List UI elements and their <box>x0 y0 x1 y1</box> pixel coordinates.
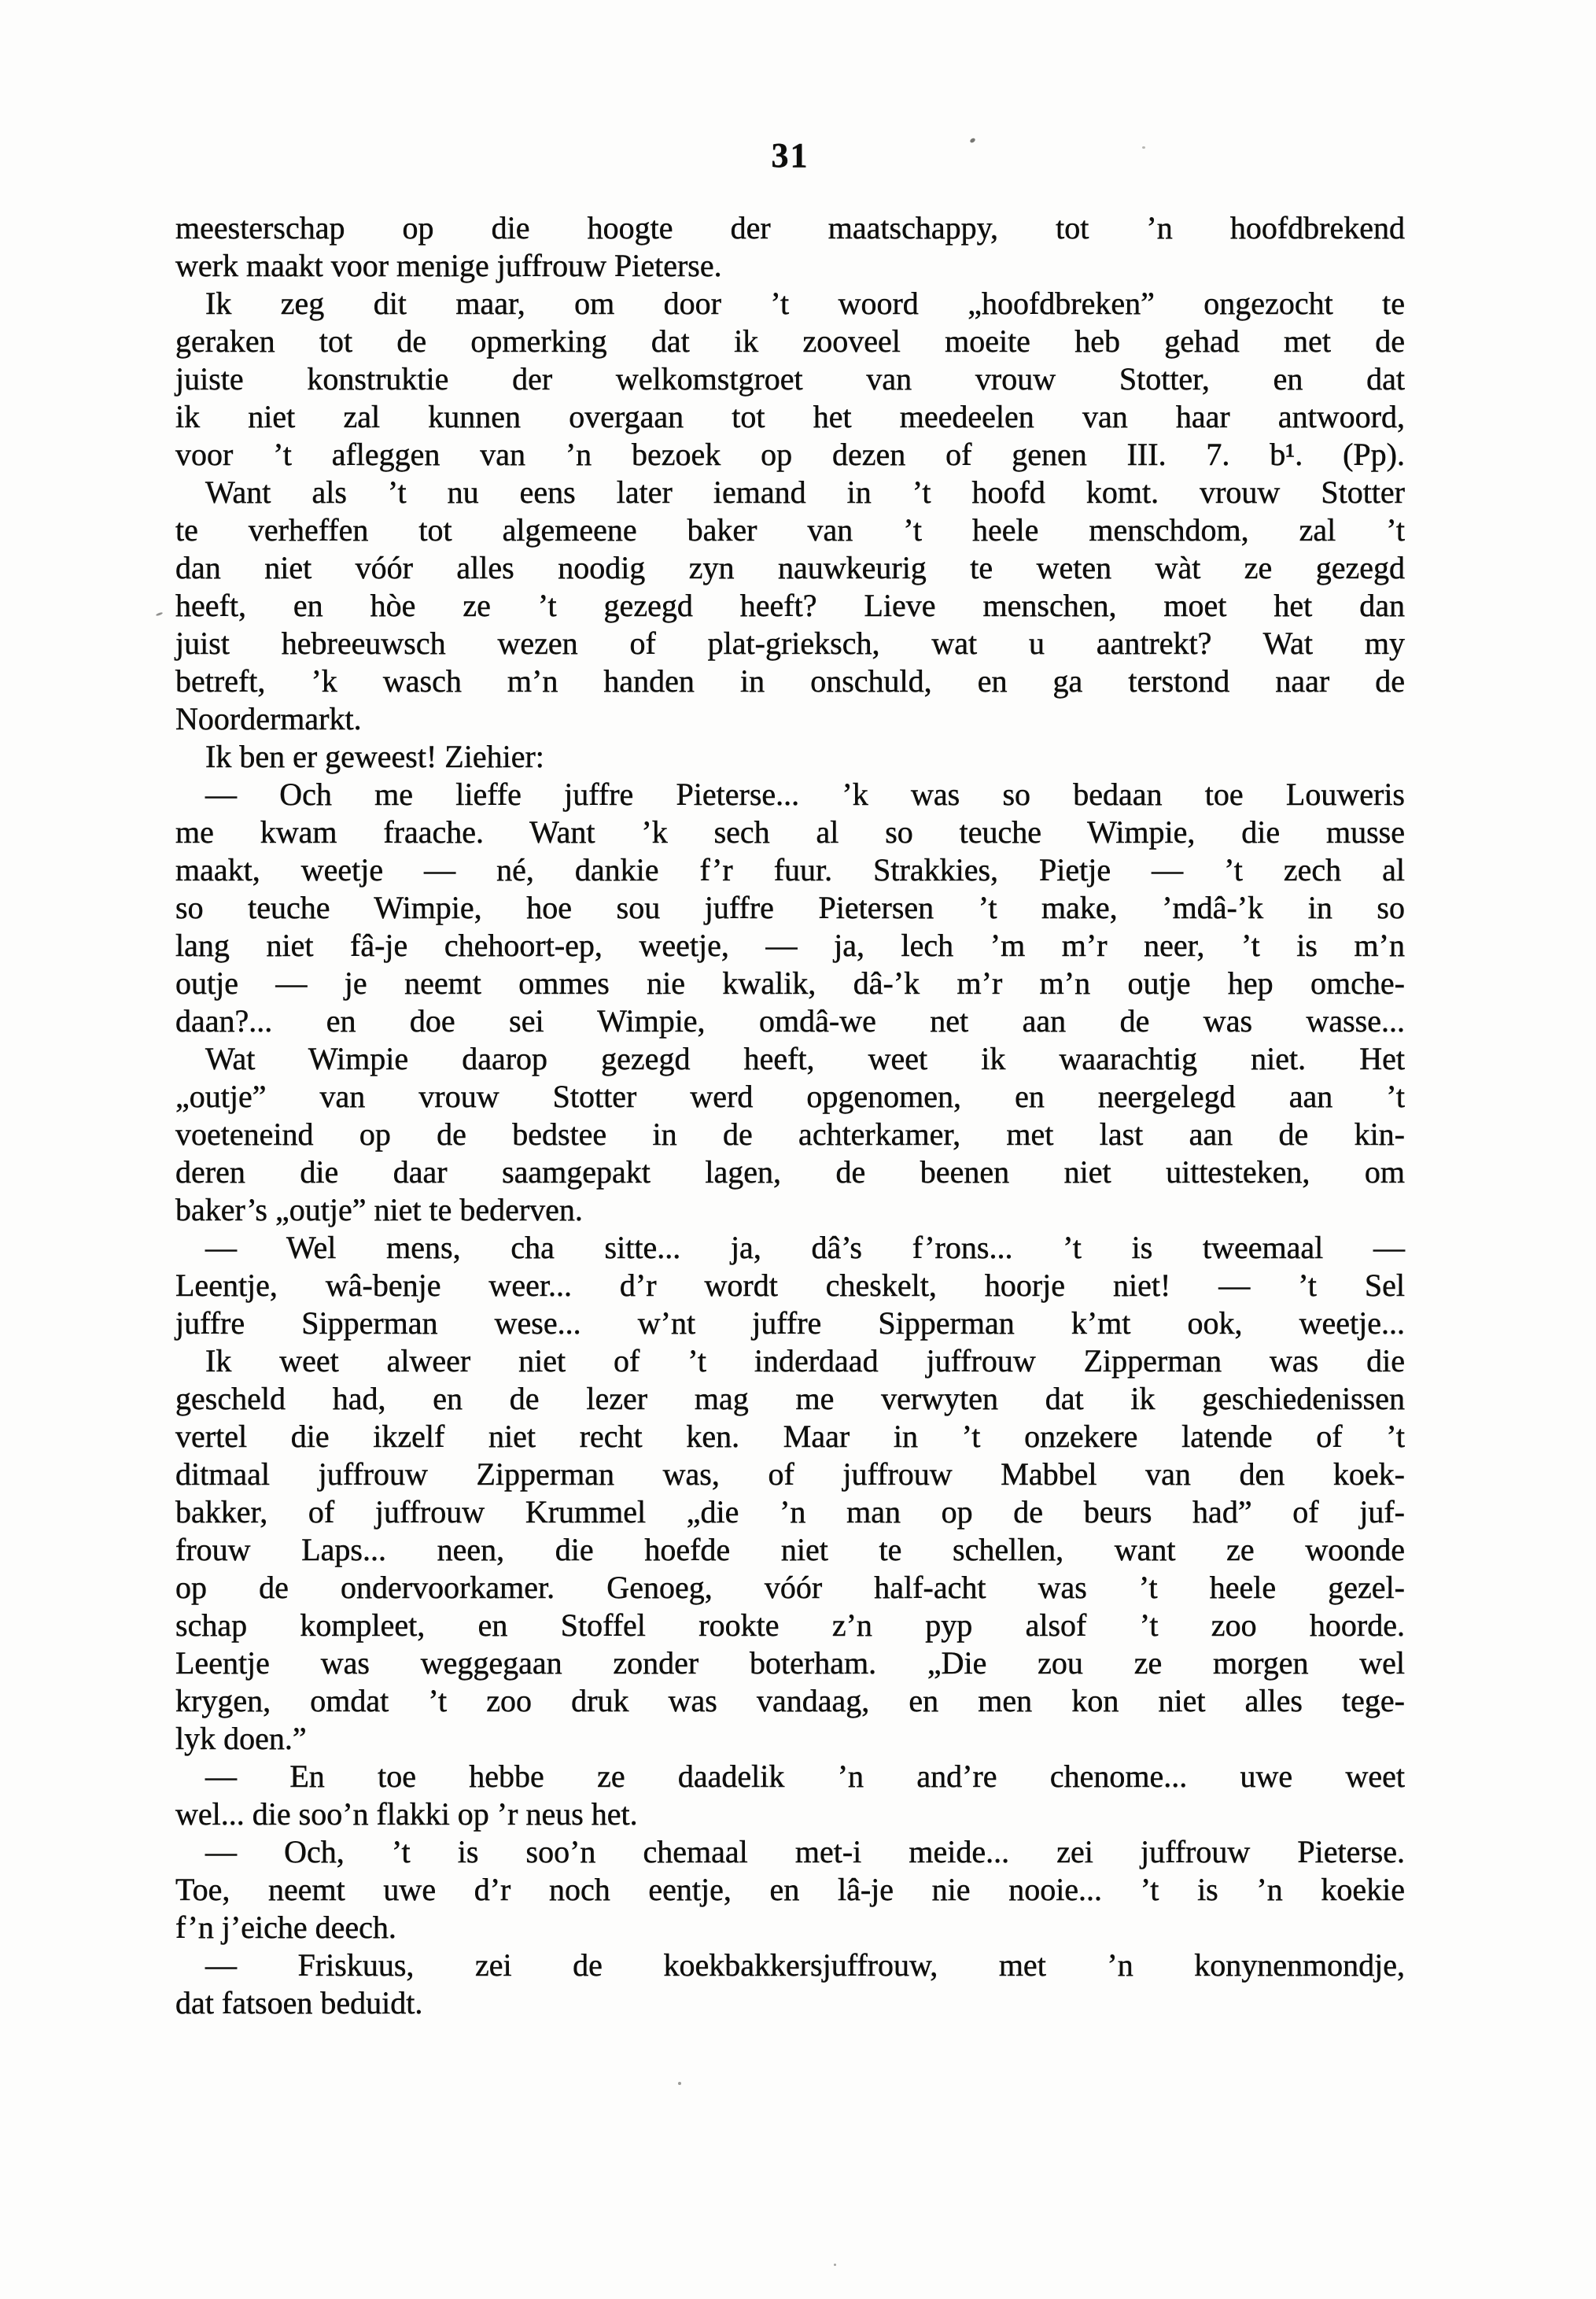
paragraph <box>175 1833 1405 1947</box>
text-line: outje — je neemt ommes nie kwalik, dâ-’k m’r m’n outje hep omche- <box>175 965 1405 1001</box>
text-line: Noordermarkt. <box>175 701 362 736</box>
text-line: Wat Wimpie daarop gezegd heeft, weet ik waarachtig niet. Het <box>205 1041 1405 1076</box>
text-line: baker’s „outje” niet te bederven. <box>175 1192 583 1227</box>
text-line: bakker, of juffrouw Krummel „die ’n man op de beurs had” of juf- <box>175 1494 1405 1530</box>
text-line: — Wel mens, cha sitte... ja, dâ’s f’rons... ’t is tweemaal — <box>205 1230 1405 1265</box>
text-block <box>175 209 1405 2022</box>
text-line: werk maakt voor menige juffrouw Pieterse. <box>175 248 722 283</box>
text-line: juist hebreeuwsch wezen of plat-grieksch, wat u aantrekt? Wat my <box>175 625 1405 661</box>
text-line: deren die daar saamgepakt lagen, de beenen niet uittesteken, om <box>175 1154 1405 1190</box>
text-line: Ik zeg dit maar, om door ’t woord „hoofdbreken” ongezocht te <box>205 286 1405 321</box>
page-number: 31 <box>771 136 809 175</box>
text-line: Toe, neemt uwe d’r noch eentje, en lâ-je nie nooie... ’t is ’n koekie <box>175 1872 1405 1907</box>
text-line: frouw Laps... neen, die hoefde niet te schellen, want ze woonde <box>175 1532 1405 1567</box>
text-line: wel... die soo’n flakki op ’r neus het. <box>175 1796 638 1832</box>
text-line: krygen, omdat ’t zoo druk was vandaag, en men kon niet alles tege- <box>175 1683 1405 1718</box>
text-line: dat fatsoen beduidt. <box>175 1985 423 2020</box>
text-line: voor ’t afleggen van ’n bezoek op dezen of genen III. 7. b¹. (Pp). <box>175 437 1405 472</box>
text-line: geraken tot de opmerking dat ik zooveel moeite heb gehad met de <box>175 323 1405 359</box>
text-line: f’n j’eiche deech. <box>175 1910 396 1945</box>
scan-speck <box>156 612 163 617</box>
text-line: dan niet vóór alles noodig zyn nauwkeurig te weten wàt ze gezegd <box>175 550 1405 585</box>
text-line: Want als ’t nu eens later iemand in ’t hoofd komt. vrouw Stotter <box>205 474 1405 510</box>
paragraph <box>175 209 1405 285</box>
text-line: daan?... en doe sei Wimpie, omdâ-we net aan de was wasse... <box>175 1003 1405 1039</box>
paragraph <box>175 776 1405 1040</box>
paragraph <box>175 1229 1405 1342</box>
text-line: juffre Sipperman wese... w’nt juffre Sipperman k’mt ook, weetje... <box>175 1305 1405 1341</box>
text-line: Ik weet alweer niet of ’t inderdaad juffrouw Zipperman was die <box>205 1343 1405 1378</box>
scan-speck <box>834 2264 836 2266</box>
paragraph <box>175 1947 1405 2022</box>
text-line: op de ondervoorkamer. Genoeg, vóór half-acht was ’t heele gezel- <box>175 1570 1405 1605</box>
text-line: vertel die ikzelf niet recht ken. Maar in ’t onzekere latende of ’t <box>175 1419 1405 1454</box>
text-line: — Friskuus, zei de koekbakkersjuffrouw, met ’n konynenmondje, <box>205 1947 1405 1983</box>
text-line: „outje” van vrouw Stotter werd opgenomen, en neergelegd aan ’t <box>175 1079 1405 1114</box>
text-line: juiste konstruktie der welkomstgroet van vrouw Stotter, en dat <box>175 361 1405 397</box>
scan-speck <box>678 2082 681 2085</box>
text-line: te verheffen tot algemeene baker van ’t heele menschdom, zal ’t <box>175 512 1405 548</box>
text-line: me kwam fraache. Want ’k sech al so teuche Wimpie, die musse <box>175 814 1405 850</box>
text-line: — En toe hebbe ze daadelik ’n and’re chenome... uwe weet <box>205 1758 1405 1794</box>
text-line: Leentje was weggegaan zonder boterham. „Die zou ze morgen wel <box>175 1645 1405 1681</box>
text-line: so teuche Wimpie, hoe sou juffre Pietersen ’t make, ’mdâ-’k in so <box>175 890 1405 925</box>
paragraph <box>175 285 1405 474</box>
text-line: — Och me lieffe juffre Pieterse... ’k was so bedaan toe Louweris <box>205 777 1405 812</box>
text-line: Leentje, wâ-benje weer... d’r wordt cheskelt, hoorje niet! — ’t Sel <box>175 1268 1405 1303</box>
text-line: heeft, en hòe ze ’t gezegd heeft? Lieve menschen, moet het dan <box>175 588 1405 623</box>
text-line: meesterschap op die hoogte der maatschappy, tot ’n hoofdbrekend <box>175 210 1405 245</box>
text-line: betreft, ’k wasch m’n handen in onschuld, en ga terstond naar de <box>175 663 1405 699</box>
text-line: voeteneind op de bedstee in de achterkamer, met last aan de kin- <box>175 1116 1405 1152</box>
text-line: schap kompleet, en Stoffel rookte z’n pyp alsof ’t zoo hoorde. <box>175 1607 1405 1643</box>
paragraph <box>175 1342 1405 1758</box>
text-line: ditmaal juffrouw Zipperman was, of juffrouw Mabbel van den koek- <box>175 1456 1405 1492</box>
paragraph <box>175 1758 1405 1833</box>
paragraph <box>175 1040 1405 1229</box>
paragraph <box>175 738 1405 776</box>
text-line: lyk doen.” <box>175 1721 307 1756</box>
text-line: lang niet fâ-je chehoort-ep, weetje, — ja, lech ’m m’r neer, ’t is m’n <box>175 928 1405 963</box>
text-line: maakt, weetje — né, dankie f’r fuur. Strakkies, Pietje — ’t zech al <box>175 852 1405 887</box>
paragraph <box>175 474 1405 738</box>
text-line: ik niet zal kunnen overgaan tot het meedeelen van haar antwoord, <box>175 399 1405 434</box>
text-line: — Och, ’t is soo’n chemaal met-i meide... zei juffrouw Pieterse. <box>205 1834 1405 1869</box>
text-line: gescheld had, en de lezer mag me verwyten dat ik geschiedenissen <box>175 1381 1405 1416</box>
text-line: Ik ben er geweest! Ziehier: <box>205 739 544 774</box>
scan-speck <box>1142 146 1145 149</box>
